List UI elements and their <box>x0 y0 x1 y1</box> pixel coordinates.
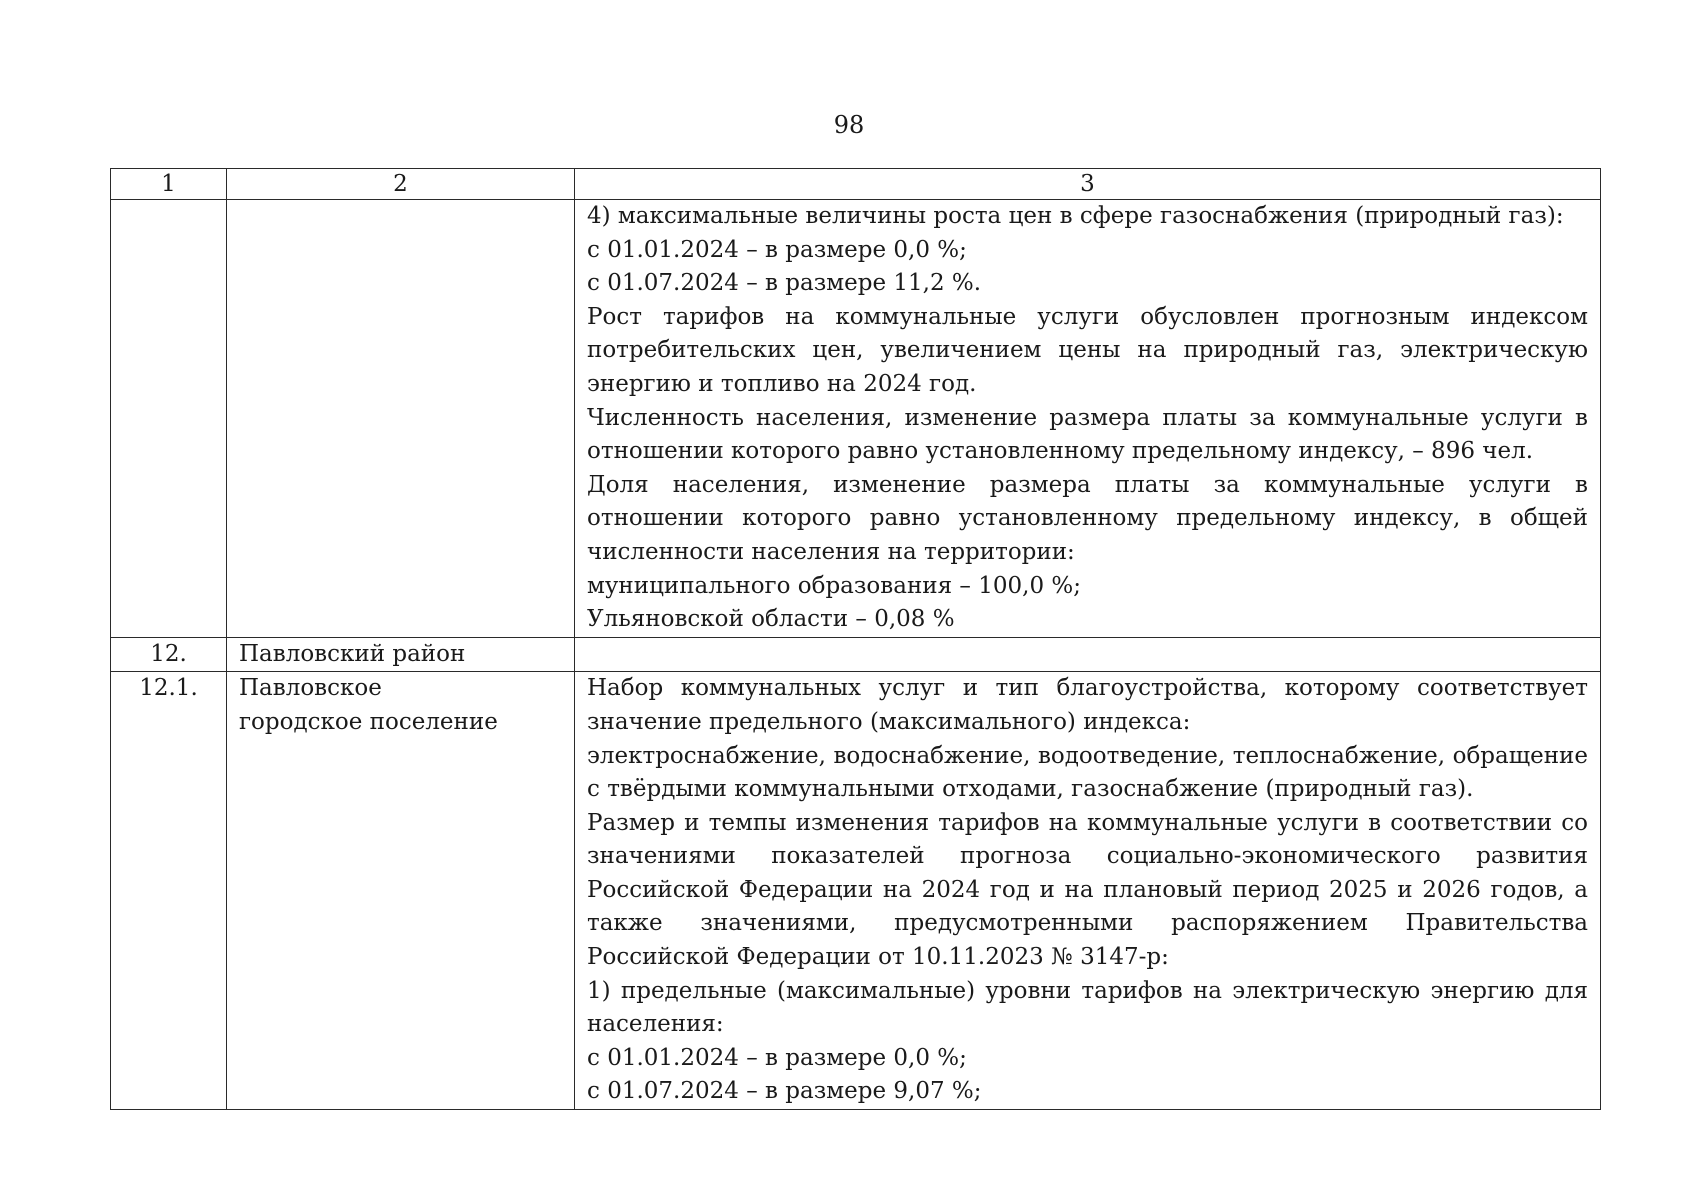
tariff-growth-paragraph: Рост тарифов на коммунальные услуги обусловлен прогнозным индексом потребительских цен, увеличением цены на природный газ, электрическую энергию и топливо на 2024 год. <box>587 303 1588 397</box>
electricity-price-jan: с 01.01.2024 – в размере 0,0 %; <box>587 1044 967 1071</box>
share-region: Ульяновской области – 0,08 % <box>587 606 955 633</box>
district-name: Павловский район <box>227 637 575 672</box>
table-row-settlement <box>111 672 1601 1110</box>
document-table <box>110 168 1601 1110</box>
settlement-number: 12.1. <box>111 672 227 1110</box>
gas-price-jan: с 01.01.2024 – в размере 0,0 %; <box>587 236 967 263</box>
services-set-paragraph: Набор коммунальных услуг и тип благоустройства, которому соответствует значение предельного (максимального) индекса: <box>587 675 1588 735</box>
electricity-price-jul: с 01.07.2024 – в размере 9,07 %; <box>587 1078 982 1105</box>
continuation-number-cell <box>111 200 227 638</box>
continuation-name-cell <box>227 200 575 638</box>
population-share-paragraph: Доля населения, изменение размера платы за коммунальные услуги в отношении которого равно установленному предельному индексу, в общей численности населения на территории: <box>587 471 1588 565</box>
gas-price-heading: 4) максимальные величины роста цен в сфере газоснабжения (природный газ): <box>587 203 1564 229</box>
table-row-district <box>111 637 1601 672</box>
settlement-text-cell <box>575 672 1601 1110</box>
gas-price-jul: с 01.07.2024 – в размере 11,2 %. <box>587 270 982 297</box>
column-header-3: 3 <box>575 169 1601 200</box>
table-row-continuation <box>111 200 1601 638</box>
settlement-name-line-2: городское поселение <box>239 708 498 735</box>
table-header-row <box>111 169 1601 200</box>
electricity-tariff-paragraph: 1) предельные (максимальные) уровни тарифов на электрическую энергию для населения: <box>587 977 1588 1038</box>
continuation-text-cell <box>575 200 1601 638</box>
column-header-1: 1 <box>111 169 227 200</box>
settlement-name-line-1: Павловское <box>239 675 382 702</box>
district-number: 12. <box>111 637 227 672</box>
services-list-paragraph: электроснабжение, водоснабжение, водоотведение, теплоснабжение, обращение с твёрдыми коммунальными отходами, газоснабжение (природный газ). <box>587 742 1588 803</box>
district-text <box>575 637 1601 672</box>
settlement-name-cell <box>227 672 575 1110</box>
column-header-2: 2 <box>227 169 575 200</box>
tariff-change-paragraph: Размер и темпы изменения тарифов на коммунальные услуги в соответствии со значениями показателей прогноза социально-экономического развития Российской Федерации на 2024 год и на плановый период 2025 и 2026 годов, а также значениями, предусмотренными распоряжением Правительства Российской Федерации от 10.11.2023 № 3147-р: <box>587 809 1588 971</box>
page-number: 98 <box>833 111 865 139</box>
share-municipal: муниципального образования – 100,0 %; <box>587 572 1081 599</box>
population-count-paragraph: Численность населения, изменение размера платы за коммунальные услуги в отношении которого равно установленному предельному индексу, – 896 чел. <box>587 404 1588 465</box>
